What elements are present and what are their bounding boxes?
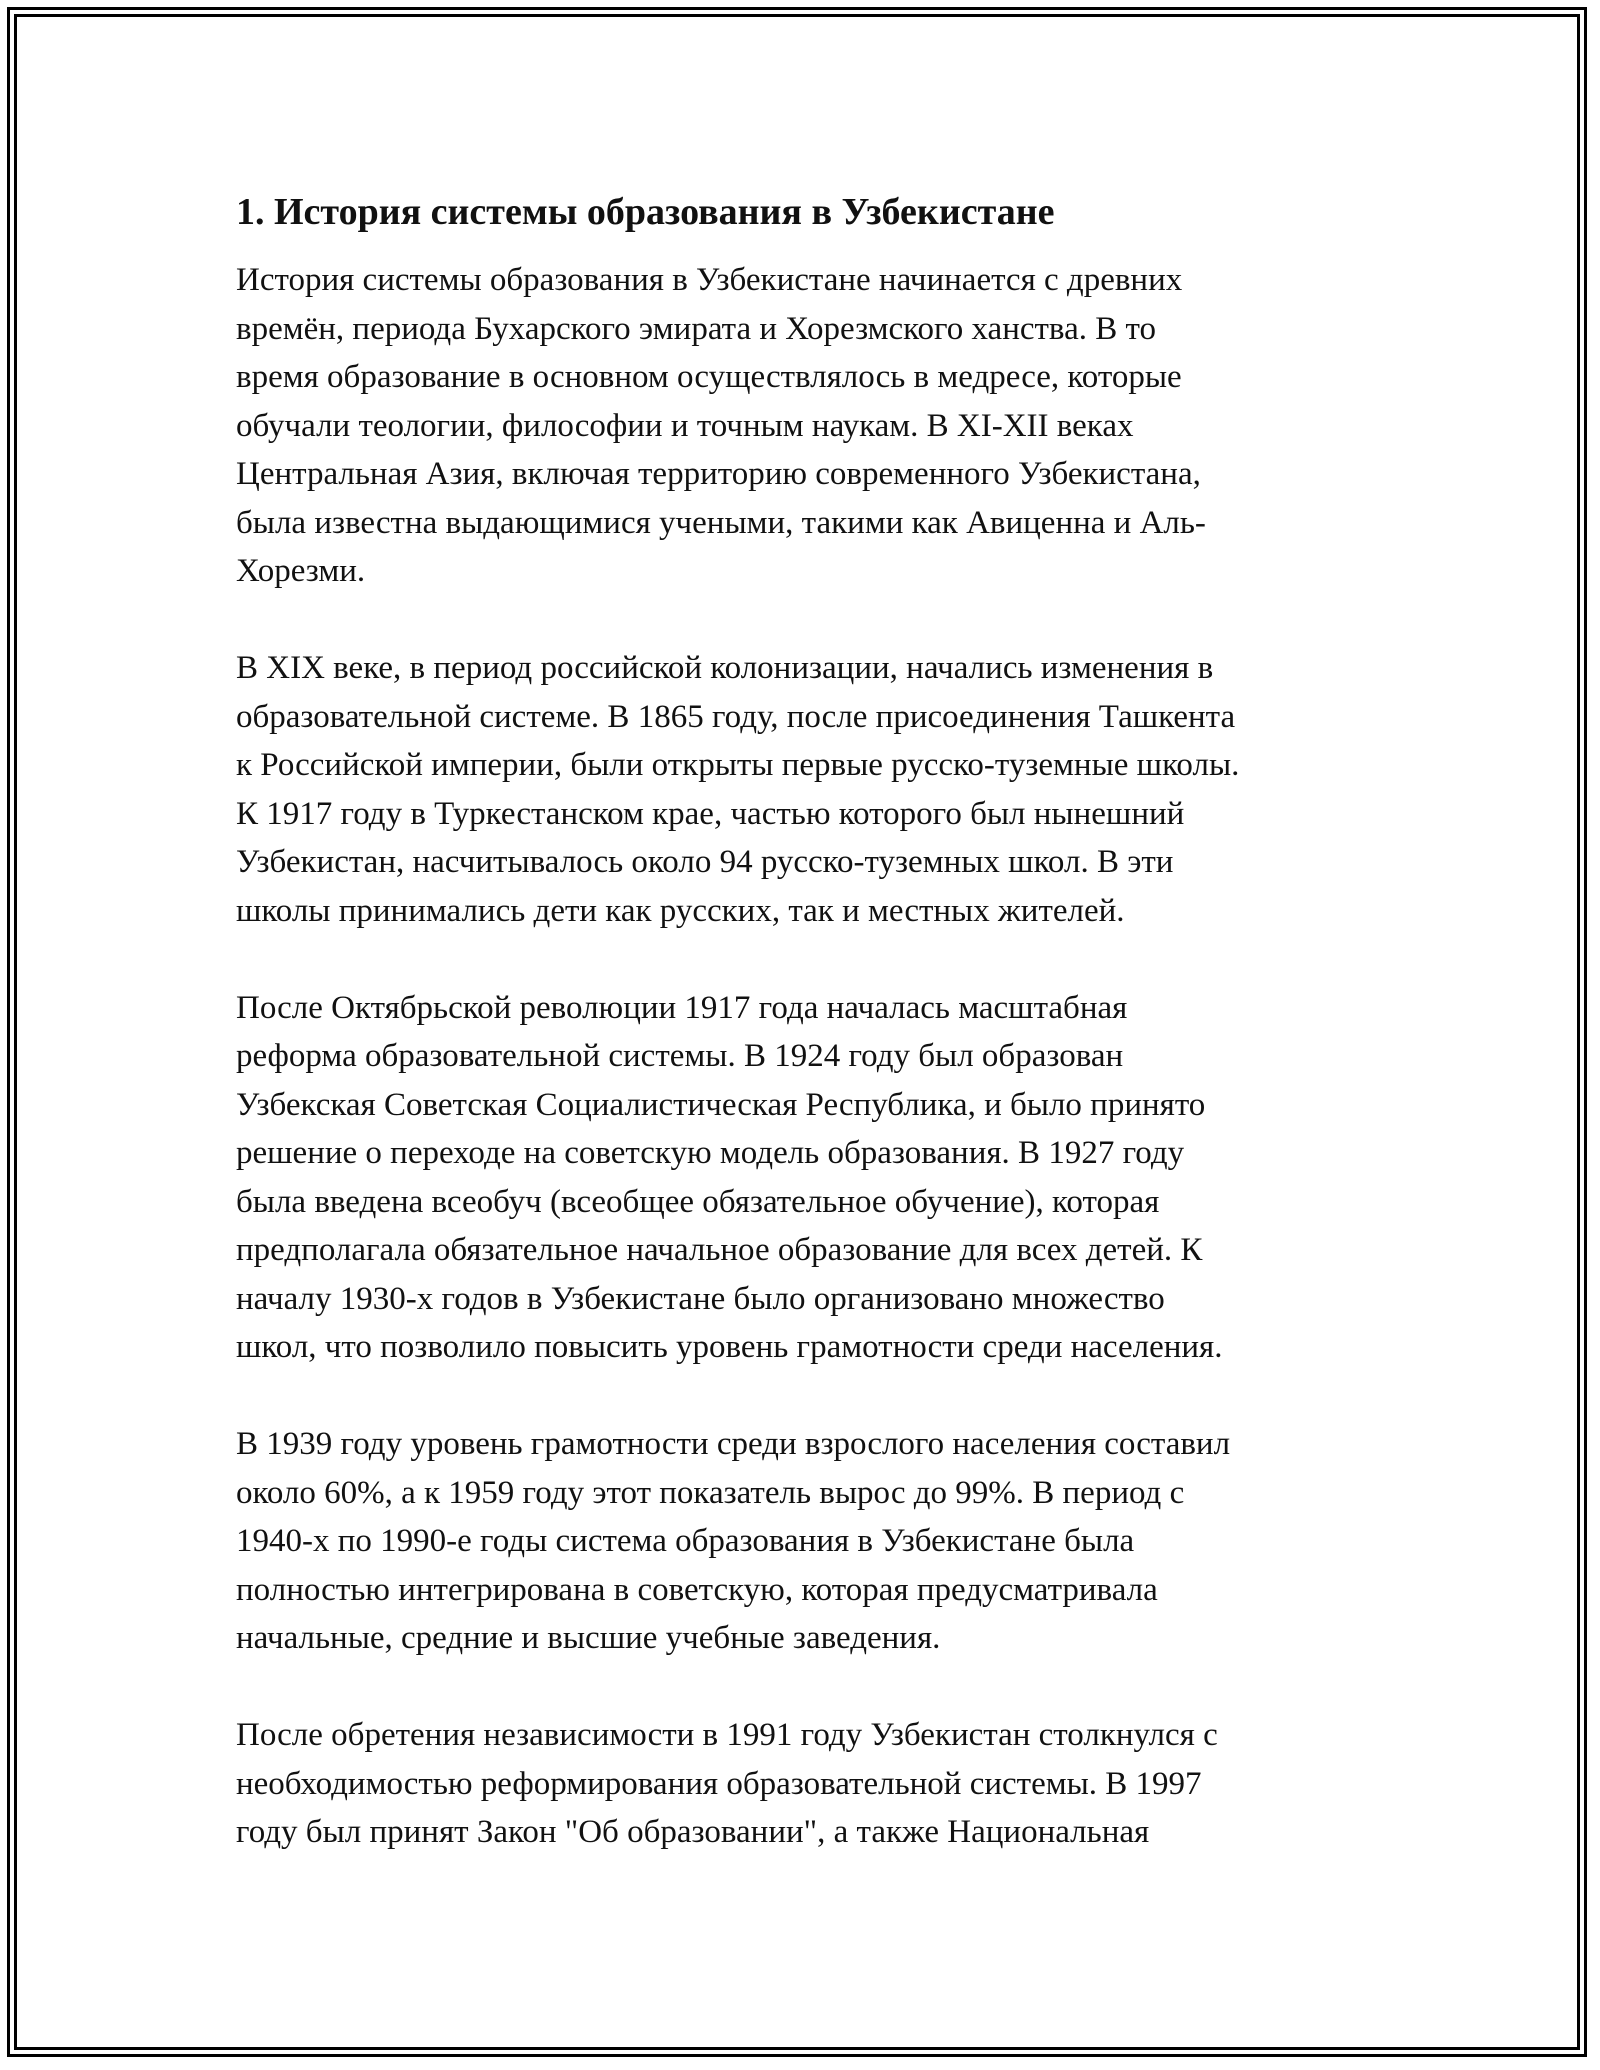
text-line: После Октябрьской революции 1917 года началась масштабная bbox=[236, 989, 1128, 1026]
text-line: Хорезми. bbox=[236, 553, 366, 589]
paragraph-1 bbox=[236, 256, 1386, 596]
text-line: В 1939 году уровень грамотности среди взрослого населения составил bbox=[236, 1426, 1231, 1462]
text-line: История системы образования в Узбекистане начинается с древних bbox=[236, 262, 1183, 298]
text-line: решение о переходе на советскую модель образования. В 1927 году bbox=[236, 1135, 1185, 1171]
section-heading: 1. История системы образования в Узбекистане bbox=[236, 191, 1055, 233]
text-line: обучали теологии, философии и точным наукам. В XI-XII веках bbox=[236, 407, 1134, 444]
text-line: времён, периода Бухарского эмирата и Хорезмского ханства. В то bbox=[236, 310, 1156, 347]
text-line: время образование в основном осуществлялось в медресе, которые bbox=[236, 359, 1182, 395]
paragraph-3 bbox=[236, 984, 1386, 1372]
text-line: школ, что позволило повысить уровень грамотности среди населения. bbox=[236, 1329, 1223, 1365]
paragraph-5 bbox=[236, 1711, 1386, 1857]
text-line: школы принимались дети как русских, так и местных жителей. bbox=[236, 892, 1125, 929]
text-line: начальные, средние и высшие учебные заведения. bbox=[236, 1620, 941, 1656]
text-line: Узбекская Советская Социалистическая Республика, и было принято bbox=[236, 1086, 1206, 1123]
paragraph-container bbox=[236, 256, 1386, 1857]
text-line: Узбекистан, насчитывалось около 94 русско-туземных школ. В эти bbox=[236, 844, 1174, 880]
text-line: образовательной системе. В 1865 году, после присоединения Ташкента bbox=[236, 698, 1236, 735]
document-body bbox=[236, 188, 1386, 1857]
paragraph-2 bbox=[236, 644, 1386, 935]
text-line: К 1917 году в Туркестанском крае, частью которого был нынешний bbox=[236, 795, 1185, 832]
text-line: Центральная Азия, включая территорию современного Узбекистана, bbox=[236, 456, 1201, 492]
text-line: была введена всеобуч (всеобщее обязательное обучение), которая bbox=[236, 1183, 1160, 1220]
text-line: около 60%, а к 1959 году этот показатель вырос до 99%. В период с bbox=[236, 1474, 1185, 1511]
text-line: После обретения независимости в 1991 году Узбекистан столкнулся с bbox=[236, 1717, 1218, 1753]
text-line: В XIX веке, в период российской колонизации, начались изменения в bbox=[236, 650, 1214, 686]
text-line: началу 1930-х годов в Узбекистане было организовано множество bbox=[236, 1280, 1165, 1317]
text-line: необходимостью реформирования образовательной системы. В 1997 bbox=[236, 1765, 1202, 1802]
text-line: полностью интегрирована в советскую, которая предусматривала bbox=[236, 1571, 1158, 1608]
text-line: году был принят Закон "Об образовании", а также Национальная bbox=[236, 1814, 1150, 1850]
text-line: была известна выдающимися учеными, такими как Авиценна и Аль- bbox=[236, 504, 1206, 541]
text-line: реформа образовательной системы. В 1924 году был образован bbox=[236, 1038, 1124, 1074]
text-line: предполагала обязательное начальное образование для всех детей. К bbox=[236, 1232, 1203, 1268]
text-line: 1940-х по 1990-е годы система образования в Узбекистане была bbox=[236, 1523, 1135, 1559]
text-line: к Российской империи, были открыты первые русско-туземные школы. bbox=[236, 747, 1240, 783]
paragraph-4 bbox=[236, 1420, 1386, 1663]
